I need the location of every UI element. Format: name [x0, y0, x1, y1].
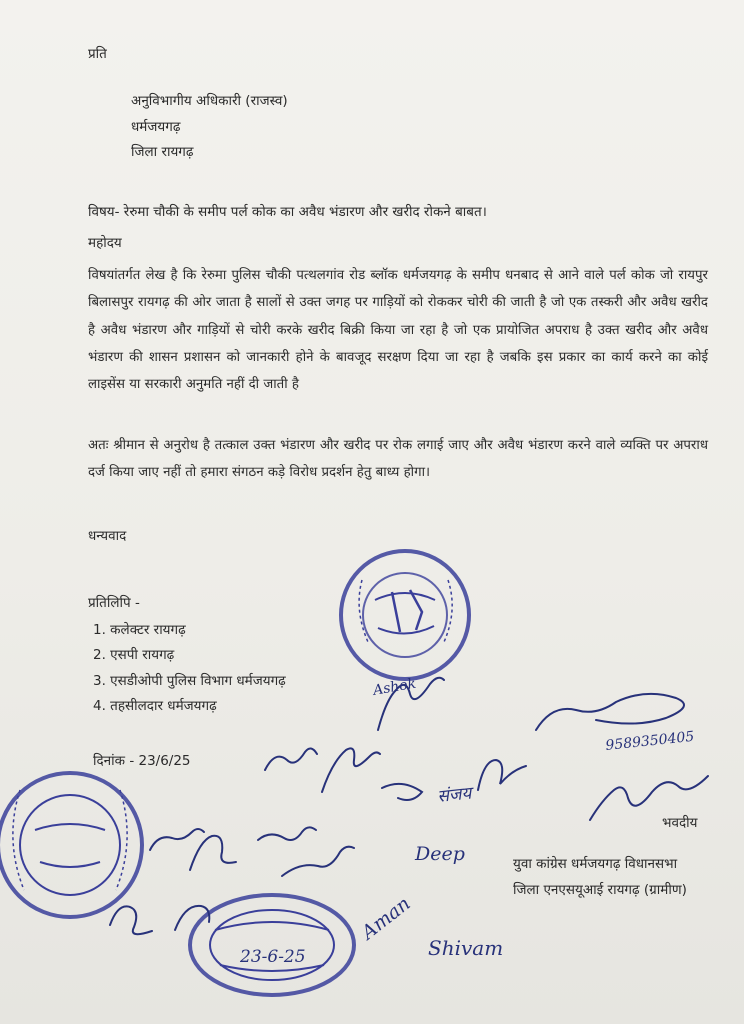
- sender-line-1: युवा कांग्रेस धर्मजयगढ़ विधानसभा: [513, 856, 678, 872]
- copy-item: 3. एसडीओपी पुलिस विभाग धर्मजयगढ़: [93, 673, 286, 689]
- copy-item: 2. एसपी रायगढ़: [93, 647, 175, 663]
- handwritten-phone: 9589350405: [604, 728, 696, 754]
- handwritten-name: संजय: [436, 783, 473, 807]
- handwritten-name: Shivam: [428, 936, 504, 960]
- greeting: महोदय: [88, 235, 122, 251]
- salutation-to: प्रति: [88, 46, 107, 62]
- police-station-stamp: [341, 551, 469, 679]
- recipient-line-1: अनुविभागीय अधिकारी (राजस्व): [131, 93, 288, 109]
- thanks-text: धन्यवाद: [88, 528, 127, 544]
- copy-heading: प्रतिलिपि -: [88, 595, 140, 611]
- recipient-line-3: जिला रायगढ़: [131, 144, 194, 160]
- recipient-line-2: धर्मजयगढ़: [131, 119, 181, 135]
- handwritten-name: Aman: [357, 892, 415, 944]
- handwritten-name: Ashok: [371, 675, 418, 699]
- handwritten-signatures: [110, 675, 708, 934]
- sender-line-2: जिला एनएसयूआई रायगढ़ (ग्रामीण): [513, 882, 687, 898]
- handwritten-name: Deep: [415, 843, 465, 865]
- request-paragraph: अतः श्रीमान से अनुरोध है तत्काल उक्त भंडारण और खरीद पर रोक लगाई जाए और अवैध भंडारण करने वाले व्यक्ति पर अपराध दर्ज किया जाए नहीं तो हमारा संगठन कड़े विरोध प्रदर्शन हेतु बाध्य होगा।: [88, 438, 708, 481]
- copy-item: 1. कलेक्टर रायगढ़: [93, 622, 186, 638]
- copy-item: 4. तहसीलदार धर्मजयगढ़: [93, 698, 217, 714]
- stamp-date: 23-6-25: [240, 947, 306, 967]
- oval-stamp: [190, 895, 354, 995]
- date-line: दिनांक - 23/6/25: [93, 753, 191, 769]
- subject-line: विषय- रेरुमा चौकी के समीप पर्ल कोक का अवैध भंडारण और खरीद रोकने बाबत।: [88, 204, 487, 220]
- body-paragraph: विषयांतर्गत लेख है कि रेरुमा पुलिस चौकी पत्थलगांव रोड ब्लॉक धर्मजयगढ़ के समीप धनबाद से आने वाले पर्ल कोक जो रायपुर बिलासपुर रायगढ़ की ओर जाता है सालों से उक्त जगह पर गाड़ियों को रोककर चोरी की जाती है जो एक तस्करी और अवैध खरीद है अवैध भंडारण और गाड़ियों से चोरी करके खरीद बिक्री किया जा रहा है जो एक प्रायोजित अपराध है उक्त खरीद और अवैध भंडारण की शासन प्रशासन को जानकारी होने के बावजूद सरक्षण दिया जा रहा है जबकि इस प्रकार का कार्य करने का कोई लाइसेंस या सरकारी अनुमति नहीं दी जाती है: [88, 268, 708, 393]
- revenue-office-stamp: [0, 773, 142, 917]
- sign-off: भवदीय: [662, 815, 698, 831]
